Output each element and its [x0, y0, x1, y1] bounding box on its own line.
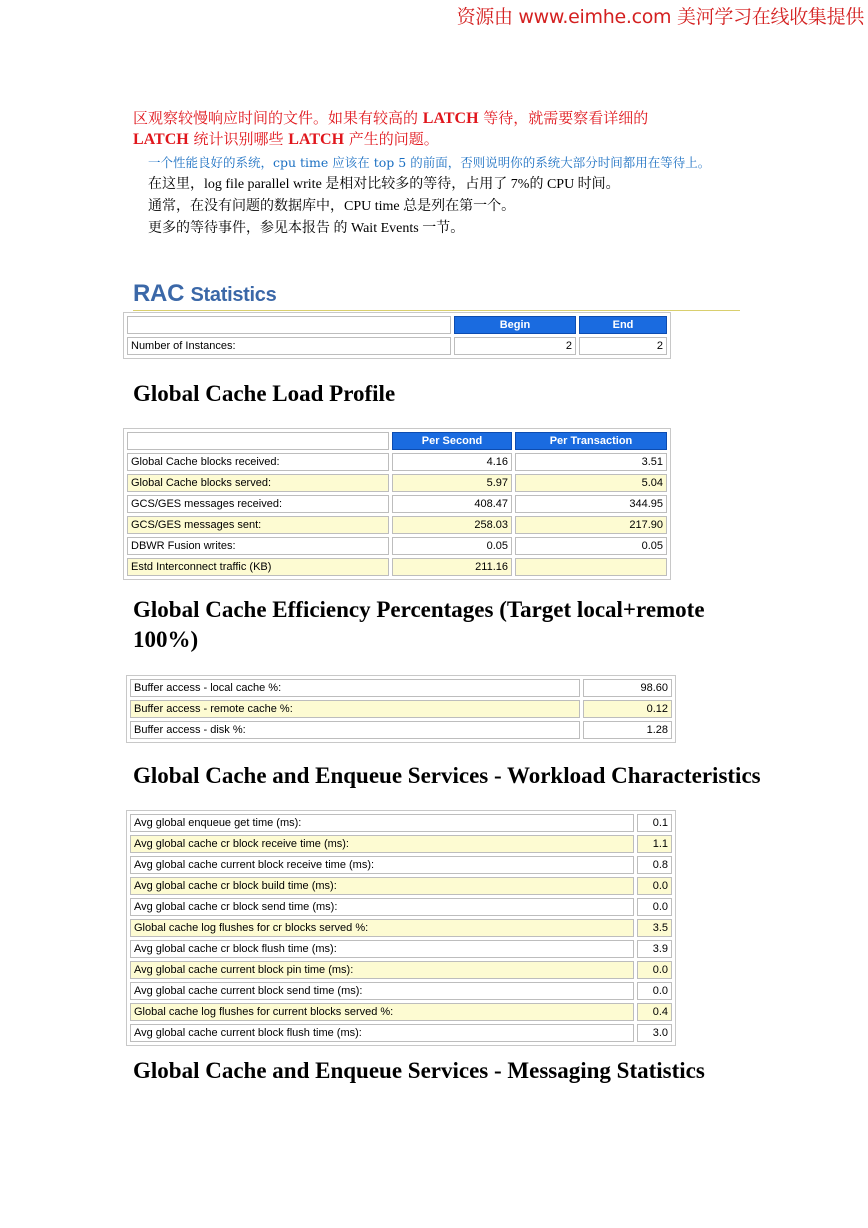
- messaging-heading: Global Cache and Enqueue Services - Messaging Statistics: [133, 1058, 705, 1083]
- rac-title-small: Statistics: [190, 284, 277, 306]
- per-second-value: 211.16: [392, 558, 512, 576]
- efficiency-heading: [133, 595, 705, 655]
- table-row: [130, 940, 672, 958]
- row-label: Buffer access - disk %:: [130, 721, 580, 739]
- row-value: 0.0: [637, 982, 672, 1000]
- workload-table: [126, 810, 676, 1046]
- row-label: Avg global enqueue get time (ms):: [130, 814, 634, 832]
- per-transaction-value: 3.51: [515, 453, 667, 471]
- row-label: DBWR Fusion writes:: [127, 537, 389, 555]
- row-value: 1.1: [637, 835, 672, 853]
- row-label: Avg global cache current block flush time (ms):: [130, 1024, 634, 1042]
- rac-title-rule: [133, 310, 740, 311]
- table-row: [127, 537, 667, 555]
- per-transaction-value: 217.90: [515, 516, 667, 534]
- intro-black-3: 更多的等待事件，参见本报告 的 Wait Events 一节。: [148, 221, 465, 236]
- intro-latch-3: LATCH: [288, 131, 345, 148]
- table-row: [127, 558, 667, 576]
- per-transaction-value: 0.05: [515, 537, 667, 555]
- header-blank-cell: [127, 432, 389, 450]
- header-per-second: Per Second: [392, 432, 512, 450]
- per-transaction-value: 344.95: [515, 495, 667, 513]
- table-header-row: [127, 432, 667, 450]
- intro-red-1: 区观察较慢响应时间的文件。如果有较高的: [133, 109, 419, 127]
- table-row: [130, 1003, 672, 1021]
- intro-latch-1: LATCH: [422, 110, 479, 127]
- row-label: Avg global cache current block receive time (ms):: [130, 856, 634, 874]
- watermark: 资源由 www.eimhe.com 美河学习在线收集提供: [456, 6, 864, 28]
- table-row: [130, 679, 672, 697]
- header-begin: Begin: [454, 316, 576, 334]
- efficiency-heading-line-1: Global Cache Efficiency Percentages (Target local+remote: [133, 597, 705, 622]
- efficiency-heading-line-2: 100%): [133, 627, 199, 652]
- table-row: [127, 474, 667, 492]
- intro-black-2: 通常，在没有问题的数据库中，CPU time 总是列在第一个。: [148, 199, 516, 214]
- row-value: 0.4: [637, 1003, 672, 1021]
- row-label: Estd Interconnect traffic (KB): [127, 558, 389, 576]
- row-value: 3.0: [637, 1024, 672, 1042]
- row-label: Avg global cache current block pin time (ms):: [130, 961, 634, 979]
- row-value: 0.8: [637, 856, 672, 874]
- row-value: 3.5: [637, 919, 672, 937]
- row-value: 98.60: [583, 679, 672, 697]
- table-row: [130, 982, 672, 1000]
- row-label: GCS/GES messages sent:: [127, 516, 389, 534]
- rac-title-big: RAC: [133, 280, 185, 307]
- efficiency-table: [126, 675, 676, 743]
- intro-red-2: 等待，就需要察看详细的: [483, 109, 649, 127]
- table-row: [130, 856, 672, 874]
- row-value: 1.28: [583, 721, 672, 739]
- row-value: 0.0: [637, 961, 672, 979]
- table-row: [130, 1024, 672, 1042]
- table-header-row: [127, 316, 667, 334]
- row-label: Avg global cache cr block receive time (ms):: [130, 835, 634, 853]
- per-transaction-value: [515, 558, 667, 576]
- intro-text: [133, 108, 743, 240]
- table-row: [130, 835, 672, 853]
- row-label: GCS/GES messages received:: [127, 495, 389, 513]
- header-blank-cell: [127, 316, 451, 334]
- row-label: Buffer access - local cache %:: [130, 679, 580, 697]
- row-label: Avg global cache cr block flush time (ms):: [130, 940, 634, 958]
- intro-blue-paragraph: 一个性能良好的系统，cpu time 应该在 top 5 的前面，否则说明你的系统大部分时间都用在等待上。: [148, 155, 711, 170]
- load-profile-heading: Global Cache Load Profile: [133, 381, 396, 406]
- table-row: [127, 516, 667, 534]
- intro-red-paragraph: [133, 108, 743, 150]
- row-value: 3.9: [637, 940, 672, 958]
- intro-red-3: 统计识别哪些: [193, 130, 284, 148]
- row-value: 0.0: [637, 877, 672, 895]
- table-row: [130, 721, 672, 739]
- per-second-value: 0.05: [392, 537, 512, 555]
- row-value: 0.1: [637, 814, 672, 832]
- row-label: Avg global cache cr block send time (ms):: [130, 898, 634, 916]
- row-label: Global cache log flushes for current blocks served %:: [130, 1003, 634, 1021]
- row-value: 0.0: [637, 898, 672, 916]
- table-row: [127, 337, 667, 355]
- table-row: [127, 453, 667, 471]
- per-second-value: 408.47: [392, 495, 512, 513]
- table-row: [130, 877, 672, 895]
- row-label: Global Cache blocks served:: [127, 474, 389, 492]
- per-second-value: 4.16: [392, 453, 512, 471]
- table-row: [130, 961, 672, 979]
- workload-heading: Global Cache and Enqueue Services - Workload Characteristics: [133, 763, 761, 788]
- row-label: Number of Instances:: [127, 337, 451, 355]
- table-row: [130, 814, 672, 832]
- intro-red-4: 产生的问题。: [348, 130, 439, 148]
- rac-statistics-title: [133, 280, 276, 308]
- per-second-value: 5.97: [392, 474, 512, 492]
- table-row: [127, 495, 667, 513]
- row-label: Global cache log flushes for cr blocks served %:: [130, 919, 634, 937]
- table-row: [130, 919, 672, 937]
- header-end: End: [579, 316, 667, 334]
- end-value: 2: [579, 337, 667, 355]
- row-label: Avg global cache current block send time (ms):: [130, 982, 634, 1000]
- per-transaction-value: 5.04: [515, 474, 667, 492]
- begin-value: 2: [454, 337, 576, 355]
- intro-latch-2: LATCH: [133, 131, 189, 148]
- row-label: Global Cache blocks received:: [127, 453, 389, 471]
- per-second-value: 258.03: [392, 516, 512, 534]
- row-value: 0.12: [583, 700, 672, 718]
- load-profile-table: [123, 428, 671, 580]
- table-row: [130, 898, 672, 916]
- row-label: Buffer access - remote cache %:: [130, 700, 580, 718]
- rac-instances-table: [123, 312, 671, 359]
- table-row: [130, 700, 672, 718]
- header-per-transaction: Per Transaction: [515, 432, 667, 450]
- intro-black-1: 在这里，log file parallel write 是相对比较多的等待，占用了 7%的 CPU 时间。: [148, 177, 620, 192]
- row-label: Avg global cache cr block build time (ms):: [130, 877, 634, 895]
